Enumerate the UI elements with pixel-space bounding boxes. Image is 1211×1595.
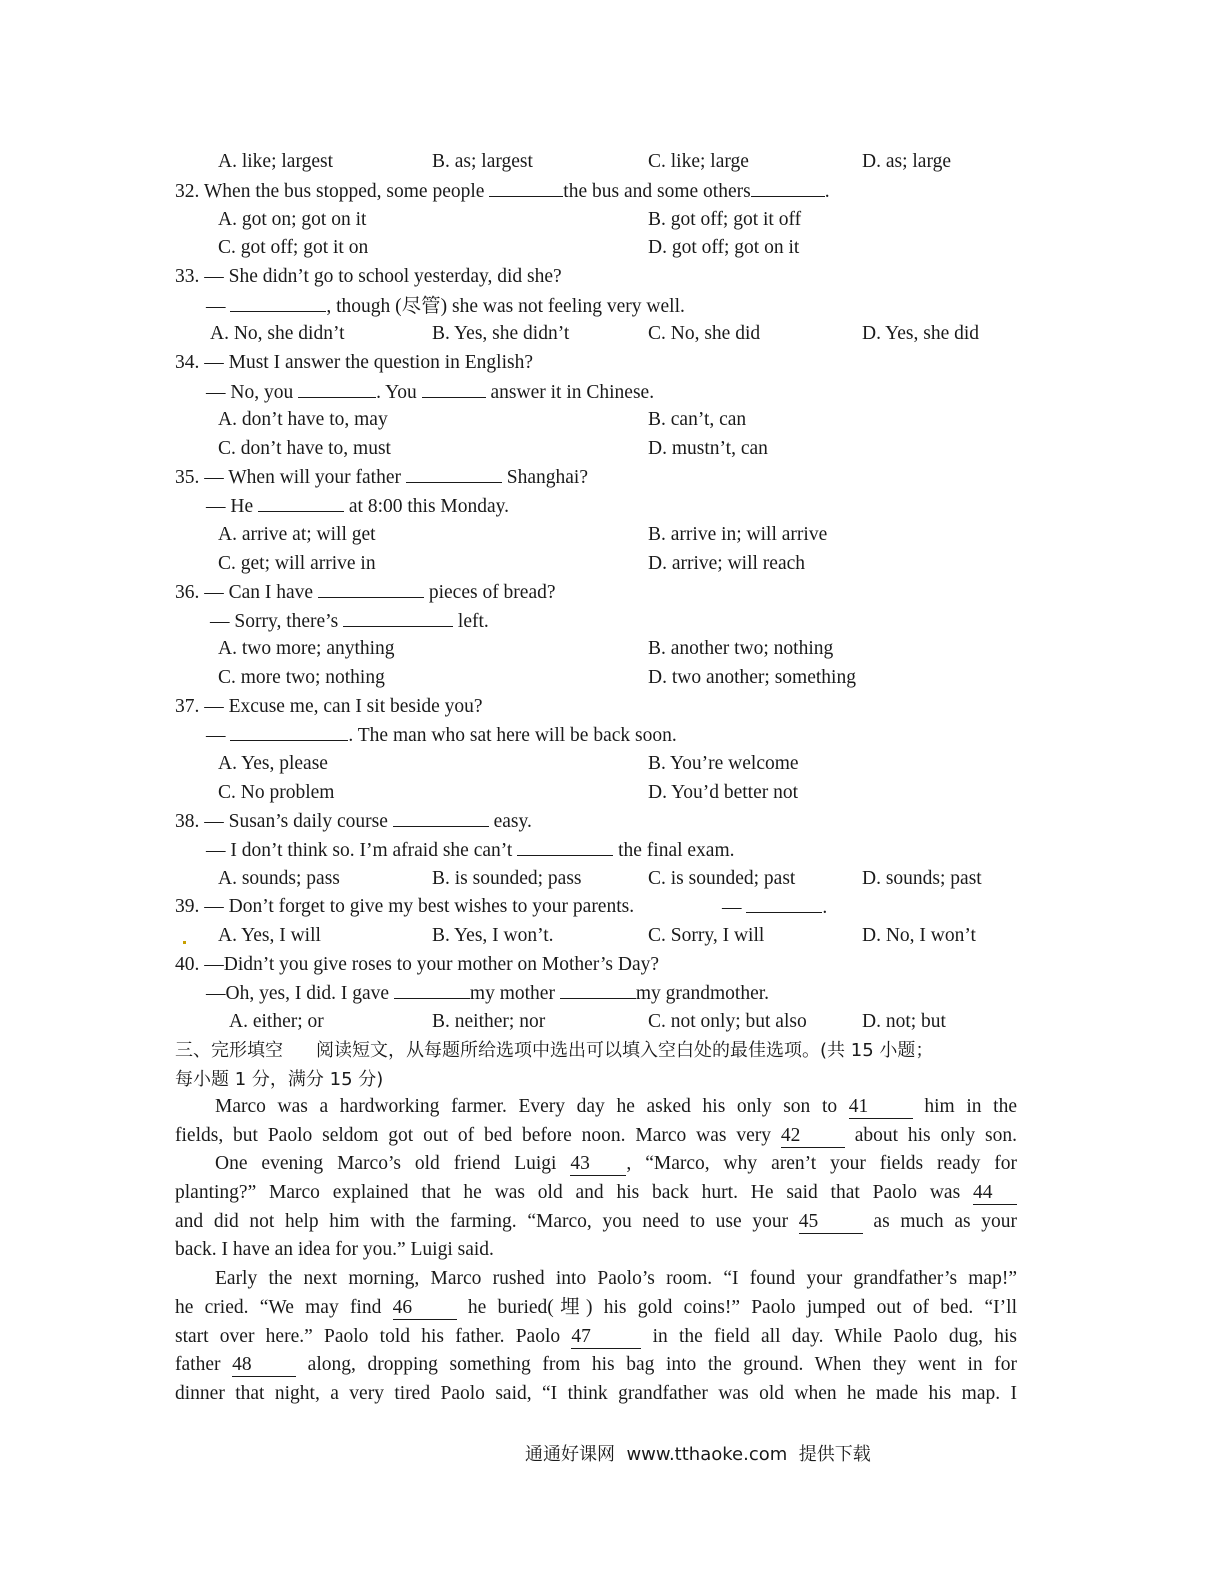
q40-reply: —Oh, yes, I did. I gave my mother my grandmother. — [0, 978, 1211, 1007]
q39-option-d: D. No, I won’t — [862, 925, 976, 946]
answer-blank — [258, 491, 344, 512]
q38-stem: 38. — Susan’s daily course easy. — [0, 806, 1211, 835]
passage-line: back. I have an idea for you.” Luigi said. — [175, 1239, 494, 1261]
section-instruction: 阅读短文，从每题所给选项中选出可以填入空白处的最佳选项。(共 15 小题； — [316, 1040, 934, 1061]
q36-stem: 36. — Can I have pieces of bread? — [0, 577, 1211, 606]
q35-option-d: D. arrive; will reach — [648, 553, 806, 574]
q35-options-row-2 — [0, 549, 1211, 578]
q32-option-b: B. got off; got it off — [648, 209, 802, 230]
q35-stem: 35. — When will your father Shanghai? — [0, 462, 1211, 491]
q32-options-row-1 — [0, 205, 1211, 234]
q34-options-row-1 — [0, 405, 1211, 434]
q33-stem: 33. — She didn’t go to school yesterday, did she? — [175, 266, 562, 287]
q39-option-a: A. Yes, I will — [218, 925, 321, 946]
q32-options-row-2 — [0, 233, 1211, 262]
passage-line: he cried. “We may find 46 he buried(埋) his gold coins!” Paolo jumped out of bed. “I’ll — [175, 1296, 1017, 1318]
q38-option-d: D. sounds; past — [862, 868, 982, 889]
q31-options-row — [0, 147, 1211, 176]
cloze-blank-41: 41 — [849, 1096, 913, 1119]
q32-option-d: D. got off; got on it — [648, 237, 800, 258]
cloze-blank-43: 43 — [570, 1153, 626, 1176]
q38-option-b: B. is sounded; pass — [432, 868, 582, 889]
q31-option-c: C. like; large — [648, 151, 749, 172]
q37-option-c: C. No problem — [218, 782, 335, 803]
passage-line: Marco was a hardworking farmer. Every day he asked his only son to 41 him in the — [215, 1096, 1017, 1117]
q36-options-row-1 — [0, 634, 1211, 663]
cloze-blank-47: 47 — [571, 1326, 641, 1349]
answer-blank — [318, 577, 424, 598]
answer-blank — [560, 978, 636, 999]
q40-stem: 40. —Didn’t you give roses to your mother on Mother’s Day? — [175, 954, 660, 975]
answer-blank — [751, 176, 825, 197]
q40-option-a: A. either; or — [229, 1011, 324, 1032]
q34-stem: 34. — Must I answer the question in English? — [175, 352, 533, 373]
q34-option-b: B. can’t, can — [648, 409, 747, 430]
q36-option-a: A. two more; anything — [218, 638, 395, 659]
q31-option-d: D. as; large — [862, 151, 951, 172]
q40-option-d: D. not; but — [862, 1011, 946, 1032]
answer-blank — [298, 377, 376, 398]
q34-options-row-2 — [0, 434, 1211, 463]
passage-line: start over here.” Paolo told his father. Paolo 47 in the field all day. While Paolo dug, his — [175, 1325, 1017, 1347]
q34-reply: — No, you . You answer it in Chinese. — [0, 377, 1211, 406]
answer-blank — [406, 462, 502, 483]
q38-options-row — [0, 864, 1211, 893]
q35-option-a: A. arrive at; will get — [218, 524, 376, 545]
q34-option-c: C. don’t have to, must — [218, 438, 391, 459]
answer-blank — [230, 291, 326, 312]
section-heading: 三、完形填空 — [175, 1040, 283, 1061]
passage-line: fields, but Paolo seldom got out of bed before noon. Marco was very 42 about his only son. — [175, 1124, 1017, 1146]
q31-option-a: A. like; largest — [218, 151, 333, 172]
q37-stem: 37. — Excuse me, can I sit beside you? — [175, 696, 483, 717]
section-heading-row — [0, 1036, 1211, 1065]
passage-line: planting?” Marco explained that he was old and his back hurt. He said that Paolo was 44 — [175, 1179, 1017, 1208]
answer-blank — [393, 806, 489, 827]
q36-option-d: D. two another; something — [648, 667, 856, 688]
q37-options-row-2 — [0, 778, 1211, 807]
passage-line: One evening Marco’s old friend Luigi 43 , “Marco, why aren’t your fields ready for — [215, 1153, 1017, 1175]
q33-option-b: B. Yes, she didn’t — [432, 323, 570, 344]
q32-option-a: A. got on; got on it — [218, 209, 367, 230]
section-instruction-cont: 每小题 1 分，满分 15 分) — [175, 1069, 384, 1090]
q32-stem: 32. When the bus stopped, some people the bus and some others . — [0, 176, 1211, 205]
q35-option-c: C. get; will arrive in — [218, 553, 376, 574]
q35-option-b: B. arrive in; will arrive — [648, 524, 828, 545]
section-instruction-row-2 — [0, 1065, 1211, 1094]
q38-option-a: A. sounds; pass — [218, 868, 340, 889]
q40-options-row — [0, 1007, 1211, 1036]
answer-blank — [230, 720, 348, 741]
passage-line: father 48 along, dropping something from his bag into the ground. When they went in for — [175, 1354, 1018, 1376]
passage-line: dinner that night, a very tired Paolo said, “I think grandfather was old when he made his map. I — [175, 1382, 1017, 1404]
q37-reply: — . The man who sat here will be back soon. — [0, 720, 1211, 749]
q33-option-a: A. No, she didn’t — [210, 323, 345, 344]
cloze-blank-48: 48 — [232, 1354, 296, 1377]
cloze-blank-46: 46 — [393, 1297, 457, 1320]
q37-option-b: B. You’re welcome — [648, 753, 799, 774]
cloze-blank-45: 45 — [799, 1211, 863, 1234]
answer-blank — [489, 176, 563, 197]
q39-stem: 39. — Don’t forget to give my best wishes to your parents. — . — [0, 892, 1211, 921]
passage-line: and did not help him with the farming. “Marco, you need to use your 45 as much as your — [175, 1210, 1017, 1232]
q39-options-row — [0, 921, 1211, 950]
answer-blank — [394, 978, 470, 999]
q33-option-c: C. No, she did — [648, 323, 761, 344]
q37-option-a: A. Yes, please — [218, 753, 328, 774]
cloze-blank-42: 42 — [781, 1125, 845, 1148]
cloze-blank-44: 44 — [973, 1182, 1017, 1205]
answer-blank — [343, 606, 453, 627]
q37-options-row-1 — [0, 749, 1211, 778]
q36-options-row-2 — [0, 663, 1211, 692]
passage-line: Early the next morning, Marco rushed into Paolo’s room. “I found your grandfather’s map!” — [215, 1268, 1017, 1290]
q40-option-c: C. not only; but also — [648, 1011, 807, 1032]
q36-option-b: B. another two; nothing — [648, 638, 834, 659]
answer-blank — [422, 377, 486, 398]
q36-reply: — Sorry, there’s left. — [0, 606, 1211, 635]
q36-option-c: C. more two; nothing — [218, 667, 385, 688]
q34-option-d: D. mustn’t, can — [648, 438, 768, 459]
answer-blank — [746, 892, 822, 913]
q39-option-c: C. Sorry, I will — [648, 925, 765, 946]
q35-options-row-1 — [0, 520, 1211, 549]
q34-option-a: A. don’t have to, may — [218, 409, 388, 430]
q35-reply: — He at 8:00 this Monday. — [0, 491, 1211, 520]
q37-option-d: D. You’d better not — [648, 782, 799, 803]
q38-option-c: C. is sounded; past — [648, 868, 796, 889]
q38-reply: — I don’t think so. I’m afraid she can’t the final exam. — [0, 835, 1211, 864]
q39-option-b: B. Yes, I won’t. — [432, 925, 554, 946]
q40-option-b: B. neither; nor — [432, 1011, 546, 1032]
q32-option-c: C. got off; got it on — [218, 237, 369, 258]
q31-option-b: B. as; largest — [432, 151, 533, 172]
q33-option-d: D. Yes, she did — [862, 323, 980, 344]
page-footer: 通通好课网 www.tthaoke.com 提供下载 — [525, 1444, 871, 1465]
q33-options-row — [0, 319, 1211, 348]
answer-blank — [517, 835, 613, 856]
cloze-passage — [175, 1093, 1017, 1409]
q33-reply: — , though (尽管) she was not feeling very well. — [0, 291, 1211, 320]
